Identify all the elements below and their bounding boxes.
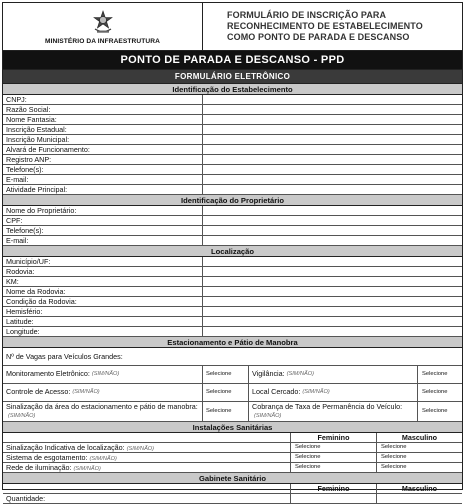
field-label: Sinalização da área do estacionamento e pátio de manobra: (6, 402, 198, 412)
field-label: Sinalização Indicativa de localização: (6, 443, 125, 452)
yesno-row (3, 402, 462, 422)
field-row-nome-proprietario (3, 206, 462, 216)
field-label: Rodovia: (3, 267, 203, 276)
field-label: Monitoramento Eletrônico: (6, 369, 90, 379)
rodovia-input[interactable] (203, 267, 462, 276)
field-row-cpf (3, 216, 462, 226)
esgotamento-masculino-select[interactable]: Selecione (381, 454, 407, 460)
gabinete-row (3, 494, 462, 504)
field-label: Razão Social: (3, 105, 203, 114)
field-label: Alvará de Funcionamento: (3, 145, 203, 154)
nome-proprietario-input[interactable] (203, 206, 462, 215)
section-header-gabinete: Gabinete Sanitário (3, 473, 462, 484)
section-header-localizacao: Localização (3, 246, 462, 257)
field-row-hemisferio (3, 307, 462, 317)
atividade-principal-input[interactable] (203, 185, 462, 194)
field-label: Rede de iluminação: (6, 463, 72, 472)
sanitaria-row (3, 443, 462, 453)
field-row-email (3, 236, 462, 246)
field-label: Inscrição Municipal: (3, 135, 203, 144)
field-label: Condição da Rodovia: (3, 297, 203, 306)
field-label: Inscrição Estadual: (3, 125, 203, 134)
proprietario-telefone-input[interactable] (203, 226, 462, 235)
proprietario-email-input[interactable] (203, 236, 462, 245)
field-row-inscricao-municipal (3, 135, 462, 145)
col-feminino: Feminino (291, 484, 377, 493)
field-label: Vigilância: (252, 369, 285, 379)
cobranca-taxa-select[interactable]: Selecione (422, 408, 448, 415)
quantidade-masculino-input[interactable] (377, 494, 462, 503)
iluminacao-masculino-select[interactable]: Selecione (381, 464, 407, 470)
sanitaria-row (3, 453, 462, 463)
field-label: Nome da Rodovia: (3, 287, 203, 296)
field-row-vagas[interactable] (3, 348, 462, 366)
electronic-form-banner: FORMULÁRIO ELETRÔNICO (3, 70, 462, 84)
field-label: Nome Fantasia: (3, 115, 203, 124)
field-label: Nº de Vagas para Veículos Grandes: (6, 352, 123, 361)
field-row-atividade (3, 185, 462, 195)
field-row-longitude (3, 327, 462, 337)
field-label: Longitude: (3, 327, 203, 336)
controle-acesso-select[interactable]: Selecione (203, 384, 249, 401)
field-row-nome-rodovia (3, 287, 462, 297)
ministry-name: MINISTÉRIO DA INFRAESTRUTURA (44, 38, 160, 46)
col-feminino: Feminino (291, 433, 377, 442)
sanitarias-column-header (3, 433, 462, 443)
cpf-input[interactable] (203, 216, 462, 225)
alvara-input[interactable] (203, 145, 462, 154)
yesno-row (3, 384, 462, 402)
form-title-line: FORMULÁRIO DE INSCRIÇÃO PARA (227, 10, 387, 21)
form-title-line: RECONHECIMENTO DE ESTABELECIMENTO (227, 21, 423, 32)
yesno-label (249, 366, 418, 383)
sinalizacao-feminino-select[interactable]: Selecione (291, 443, 377, 452)
nome-fantasia-input[interactable] (203, 115, 462, 124)
field-label: Latitude: (3, 317, 203, 326)
col-masculino: Masculino (401, 433, 438, 442)
esgotamento-feminino-select[interactable]: Selecione (291, 453, 377, 462)
field-row-inscricao-estadual (3, 125, 462, 135)
yesno-hint: (SIM/NÃO) (254, 412, 282, 419)
yesno-hint: (SIM/NÃO) (286, 371, 314, 378)
yesno-hint: (SIM/NÃO) (302, 389, 330, 396)
field-row-nome-fantasia (3, 115, 462, 125)
field-row-telefone (3, 226, 462, 236)
field-label: E-mail: (3, 236, 203, 245)
field-row-telefone (3, 165, 462, 175)
yesno-label (3, 443, 291, 452)
registro-anp-input[interactable] (203, 155, 462, 164)
field-label: Telefone(s): (3, 226, 203, 235)
field-row-razao-social (3, 105, 462, 115)
yesno-label (3, 453, 291, 462)
yesno-hint: (SIM/NÃO) (73, 466, 101, 472)
field-label: Quantidade: (3, 494, 291, 503)
municipio-uf-input[interactable] (203, 257, 462, 266)
yesno-hint: (SIM/NÃO) (91, 371, 120, 378)
sinalizacao-masculino-select[interactable]: Selecione (381, 444, 407, 450)
section-header-sanitarias: Instalações Sanitárias (3, 422, 462, 433)
field-label: Hemisfério: (3, 307, 203, 316)
section-header-proprietario: Identificação do Proprietário (3, 195, 462, 206)
section-header-estabelecimento: Identificação do Estabelecimento (3, 84, 462, 95)
col-masculino: Masculino (401, 484, 438, 493)
field-row-email (3, 175, 462, 185)
yesno-label (3, 384, 203, 401)
estabelecimento-email-input[interactable] (203, 175, 462, 184)
field-label: E-mail: (3, 175, 203, 184)
vigilancia-select[interactable]: Selecione (422, 371, 448, 378)
inscricao-municipal-input[interactable] (203, 135, 462, 144)
yesno-hint: (SIM/NÃO) (126, 446, 155, 452)
yesno-label (249, 402, 418, 421)
field-label: Município/UF: (3, 257, 203, 266)
local-cercado-select[interactable]: Selecione (422, 389, 448, 396)
field-label: Nome do Proprietário: (3, 206, 203, 215)
condicao-rodovia-input[interactable] (203, 297, 462, 306)
yesno-hint: (SIM/NÃO) (8, 412, 36, 419)
field-label: Local Cercado: (252, 387, 301, 397)
field-label: Sistema de esgotamento: (6, 453, 88, 462)
form-title-line: COMO PONTO DE PARADA E DESCANSO (227, 31, 410, 42)
form-title (203, 3, 462, 50)
yesno-label (3, 463, 291, 472)
ppd-banner: PONTO DE PARADA E DESCANSO - PPD (3, 51, 462, 70)
quantidade-feminino-input[interactable] (291, 494, 377, 503)
ministry-block (3, 3, 203, 50)
field-label: Atividade Principal: (3, 185, 203, 194)
iluminacao-feminino-select[interactable]: Selecione (291, 463, 377, 472)
hemisferio-input[interactable] (203, 307, 462, 316)
monitoramento-select[interactable]: Selecione (203, 366, 249, 383)
yesno-hint: (SIM/NÃO) (89, 456, 117, 462)
yesno-hint: (SIM/NÃO) (72, 389, 100, 396)
field-row-latitude (3, 317, 462, 327)
registration-form (2, 2, 463, 503)
field-label: Controle de Acesso: (6, 387, 71, 397)
gabinete-column-header (3, 484, 462, 494)
field-label: Registro ANP: (3, 155, 203, 164)
estabelecimento-telefone-input[interactable] (203, 165, 462, 174)
sanitaria-row (3, 463, 462, 473)
cnpj-input[interactable] (203, 95, 462, 104)
field-label: CNPJ: (3, 95, 203, 104)
field-row-registro-anp (3, 155, 462, 165)
km-input[interactable] (203, 277, 462, 286)
field-label: CPF: (3, 216, 203, 225)
longitude-input[interactable] (203, 327, 462, 336)
yesno-row (3, 366, 462, 384)
nome-rodovia-input[interactable] (203, 287, 462, 296)
razao-social-input[interactable] (203, 105, 462, 114)
field-row-condicao-rodovia (3, 297, 462, 307)
section-header-estacionamento: Estacionamento e Pátio de Manobra (3, 337, 462, 348)
inscricao-estadual-input[interactable] (203, 125, 462, 134)
field-label: Cobrança de Taxa de Permanência do Veículo: (252, 402, 403, 412)
brazil-coat-of-arms-icon (92, 10, 114, 34)
field-row-municipio (3, 257, 462, 267)
sinalizacao-estacionamento-select[interactable]: Selecione (203, 402, 249, 421)
form-header (3, 3, 462, 51)
field-label: Telefone(s): (3, 165, 203, 174)
yesno-label (3, 402, 203, 421)
field-label: KM: (3, 277, 203, 286)
field-row-alvara (3, 145, 462, 155)
yesno-label (249, 384, 418, 401)
field-row-cnpj (3, 95, 462, 105)
field-row-rodovia (3, 267, 462, 277)
yesno-label (3, 366, 203, 383)
field-row-km (3, 277, 462, 287)
latitude-input[interactable] (203, 317, 462, 326)
